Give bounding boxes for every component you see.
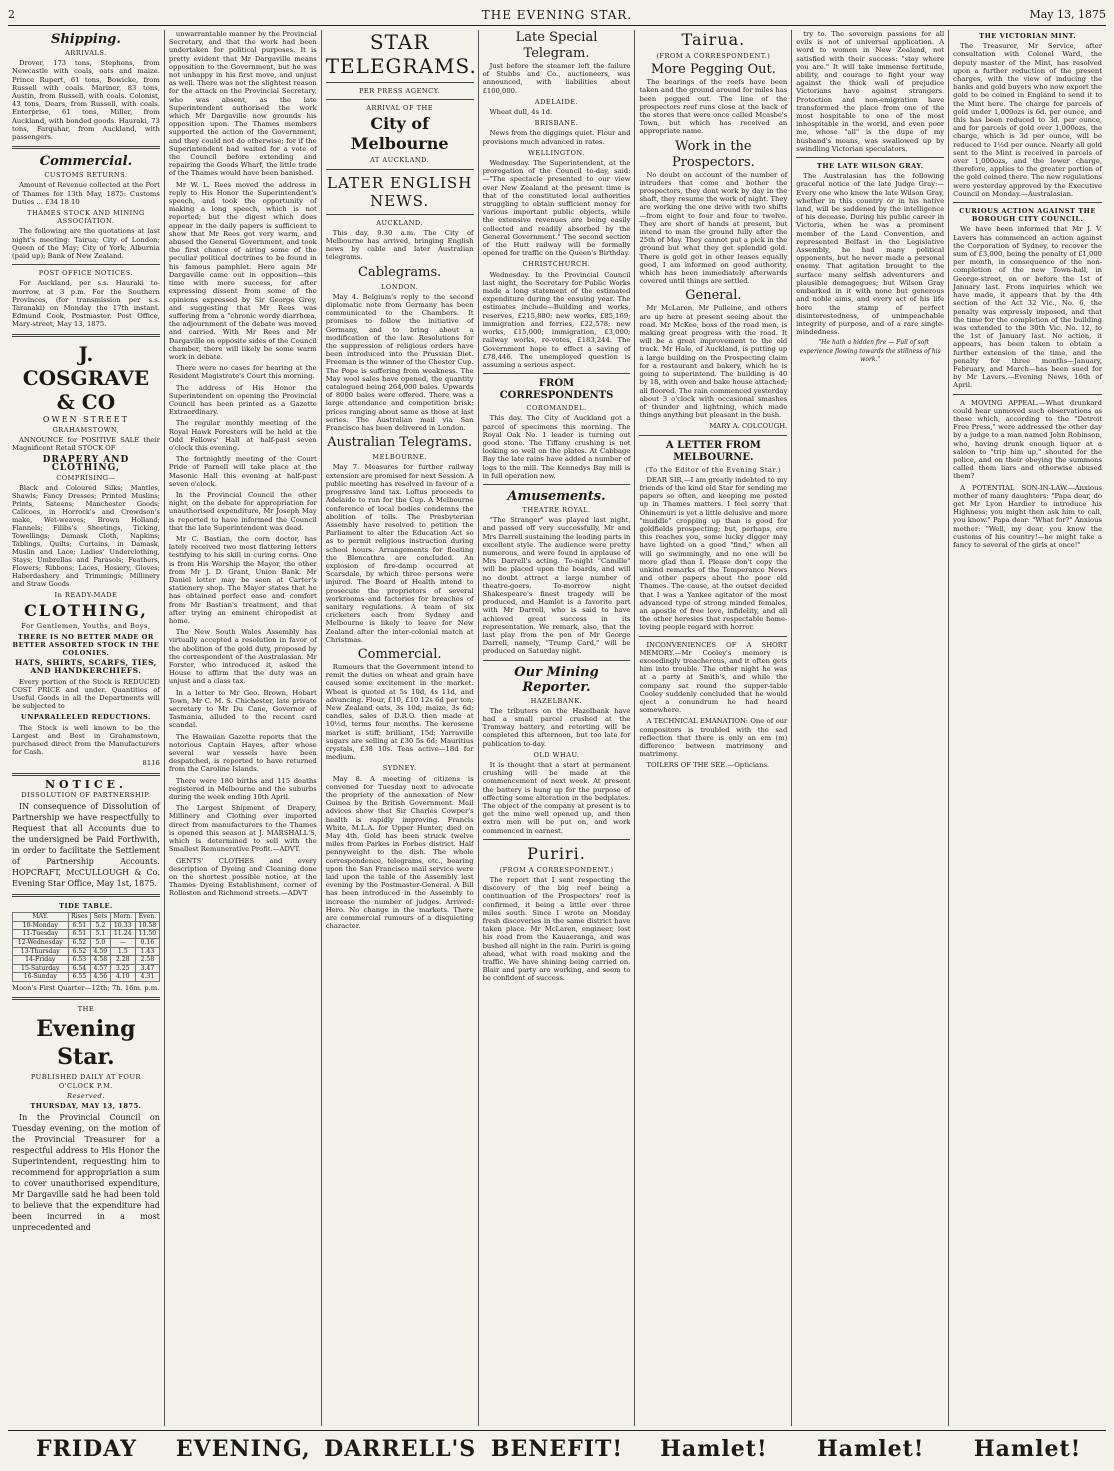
table-cell: 11.24 xyxy=(110,930,135,939)
table-cell: 6.52 xyxy=(68,947,91,956)
news-item: There were 180 births and 115 deaths registered in Melbourne and the suburbs during the week ending 10th April. xyxy=(168,776,317,802)
table-cell: 10.58 xyxy=(135,921,159,930)
advertisement: The Largest Shipment of Drapery, Millinery and Clothing ever imported direct from manufacturers to the Thames is opened this season at J. MARSHALL'S, which is determined to sell with the Smallest Remunerative Profit.—ADVT. xyxy=(168,804,317,854)
table-row xyxy=(13,930,160,939)
column-3 xyxy=(322,30,479,1426)
column-6 xyxy=(792,30,949,1426)
divider xyxy=(483,484,631,485)
table-cell: 6.54 xyxy=(68,964,91,973)
table-cell: 15-Saturday xyxy=(13,964,69,973)
advertisement: GENTS' CLOTHES and every description of Dyeing and Cleaning done on the shortest possible notice, at the Thames Dyeing Establishment, corner of Rolleston and Richmond streets.—ADVT xyxy=(168,856,317,898)
table-cell: 5.0 xyxy=(91,938,110,947)
tide-col-day: MAY. xyxy=(13,913,69,922)
divider xyxy=(639,435,787,436)
table-cell: 3.25 xyxy=(110,964,135,973)
wilson-gray-text: The Australasian has the following graceful notice of the late Judge Gray:—Every one who knew the late Wilson Gray, whether in this country or in his native land, will be saddened by the intelligence of his decease. During his public career in Victoria, when he was a prominent member of the Land Convention, and represented Belfast in the Legislative Assembly, he had many political opponents, but he never made a personal enemy. That agitation brought to the surface many selfish adventurers and plausible demagogues; but Wilson Gray embarked in it with none but generous and noble aims, and every act of his life bore the stamp of perfect disinterestedness, of unimpeachable integrity of purpose, and of a rare single-mindedness. xyxy=(796,172,945,337)
column-5 xyxy=(635,30,792,1426)
footer-banner xyxy=(8,1430,1106,1466)
city-of-melbourne-heading: City of Melbourne xyxy=(350,114,449,154)
letter-continued: try to. The sovereign passions for all evils is not of universal application. A word to women in New Zealand, not satisfied with their success: "stay where you are." It will take immense fortitude, ability, and courage to fight your way against the thick wall of prejudice Victorians have against strangers. Protection and non-emigration have transformed the place from one of the most hospitable to one of the most inhospitable in the world, and even poor me, whose "all" is the dupe of my husband's means, was swallowed up by swindling Victorian speculators. xyxy=(796,30,945,153)
letter-heading: A LETTER FROM MELBOURNE. xyxy=(665,439,761,463)
table-cell: 12-Wednesday xyxy=(13,938,69,947)
at-auckland: AT AUCKLAND. xyxy=(370,156,430,165)
owen-street: OWEN STREET xyxy=(42,414,129,424)
table-cell: 6.51 xyxy=(68,921,91,930)
adelaide-text: Wheat dull, 4s 1d. xyxy=(489,108,553,117)
ready-made: In READY-MADE xyxy=(54,591,118,600)
table-cell: 6.53 xyxy=(68,956,91,965)
table-cell: 5.1 xyxy=(91,930,110,939)
notice-heading: NOTICE. xyxy=(44,777,127,791)
table-cell: 5.2 xyxy=(91,921,110,930)
shipping-heading: Shipping. xyxy=(50,32,121,47)
table-cell: 4.10 xyxy=(110,973,135,982)
general-signature: MARY A. COLCOUGH. xyxy=(709,422,788,431)
table-cell: 6.52 xyxy=(68,938,91,947)
cosgrave-reduced: Every portion of the Stock is REDUCED COST PRICE and under. Quantities of Useful Goods in all the Departments will be subjected to xyxy=(12,677,160,711)
tide-col-sets: Sets xyxy=(91,913,110,922)
post-office-heading: POST OFFICE NOTICES. xyxy=(38,269,134,278)
footer-word: BENEFIT! xyxy=(490,1435,624,1462)
the-label: THE xyxy=(77,1005,95,1014)
footer-word: Hamlet! xyxy=(660,1435,768,1462)
christchurch-text: Wednesday. In the Provincial Council last night, the Secretary for Public Works made a long statement of the estimated expenditure during the ensuing year. The estimates include—Building and works, reserves, £215,880; new works, £85,169; immigration and ferries, £22,578; new works, £15,000; immigration, £3,000; railway works, re-votes, £183,244. The Government hope to effect a saving of £78,446. The unemployed question is assuming a serious aspect. xyxy=(482,270,631,369)
work-heading: Work in the Prospectors. xyxy=(671,138,755,170)
commercial-heading: Commercial. xyxy=(39,154,133,170)
comprising: COMPRISING— xyxy=(56,473,116,482)
tairua-subheading: (FROM A CORRESPONDENT.) xyxy=(656,52,771,60)
table-cell: 4.58 xyxy=(91,956,110,965)
sydney-text: May 8. A meeting of citizens is convened for Tuesday next to advocate the propriety of the annexation of New Guinea by the British Government. Mail advices show that Sir Charles Cowper's health is rapidly improving. Francis White, M.L.A. for Upper Hunter, died on May 4th. Gold has been struck twelve miles from Parkes in Forbes district. Half pennyweight to the dish. The whole correspondence, telegrams, etc., bearing upon the San Francisco mail service were laid upon the table of the Assembly last evening by the Postmaster-General. A Bill has been introduced in the Assembly to increase the number of judges. Arrived: Hero. No change in the markets. There are commercial rumours of a disquieting character. xyxy=(325,774,474,931)
pegging-text: The bearings of the reefs have been taken and the ground around for miles has been pegged out. The line of the prospectors reef runs close at the back of the stores that were once called Mcasbe's Town, but which has received an appropriate name. xyxy=(639,78,788,136)
cosgrave-ad-number: 8116 xyxy=(142,759,160,768)
australian-telegrams-heading: Australian Telegrams. xyxy=(327,435,473,451)
dissolution-text: IN consequence of Dissolution of Partnership we have respectfully to Request that all Accounts due to the undersigned be Paid Forthwith, in order to facilitate the Settlement of Partnership Accounts. HOPCRAFT, McCULLOUGH & Co. Evening Star Office, May 1st, 1875. xyxy=(12,801,160,888)
letter-text: DEAR SIR,—I am greatly indebted to my friends of the kind old Star for sending me papers so often, and keeping me posted up in Thames matters. I feel sorry that Ohinemuri is yet a little delusive and more "muddle" cropping up than is good for goldfields prospecting; but, perhaps, ere this reaches you, some lucky digger may have lighted on a good "find," when all will go swimmingly, and no one will be more glad than I. Please don't copy the unkind remarks of the Temperance News and other papers about the poor old Thames. The cause, at the outset decided that I was a Yankee agitator of the most advanced type of strong minded females, an apostle of free love, infidelity, and all the other heresies that respectable home-loving people regard with horror. xyxy=(639,475,788,632)
cosgrave-heading: J. COSGRAVE & CO xyxy=(22,341,150,414)
table-cell: 6.51 xyxy=(68,930,91,939)
dissolution-heading: DISSOLUTION OF PARTNERSHIP. xyxy=(21,790,151,799)
reserved: Reserved. xyxy=(67,1091,105,1100)
puriri-heading: Puriri. xyxy=(527,843,586,863)
table-row xyxy=(13,956,160,965)
puriri-text: The report that I sent respecting the discovery of the big reef being a continuation of the Prospectors' reef is confirmed, it being a little over three miles south. Since I wrote on Monday fresh discoveries in the same district have taken place. Mr McLaren, engineer, lost his road from the Kauaeranga, and was bushed all night in the rain. Puriri is going ahead, what with road making and the traffic. We have shining being carried on. Blair and party are working, and seem to be confident of success. xyxy=(482,876,631,983)
table-cell: 0.16 xyxy=(135,938,159,947)
news-item: The New South Wales Assembly has virtually accepted a resolution in favor of the abolition of the gold duty, proposed by the correspondent of the Australasian. Mr Forster, who introduced it, asked the House to affirm that the duty was an unjust and a class tax. xyxy=(168,628,317,686)
news-item: There were no cases for hearing at the Resident Magistrate's Court this morning. xyxy=(168,364,317,381)
customs-heading: CUSTOMS RETURNS. xyxy=(44,171,128,180)
table-cell: 4.31 xyxy=(135,973,159,982)
moon-phase: Moon's First Quarter—12th; 7h. 16m. p.m. xyxy=(12,983,160,992)
adelaide-heading: ADELAIDE. xyxy=(534,97,579,106)
news-item: The Hawaiian Gazette reports that the notorious Captain Hayes, after whose several war vessels have been despatched, is reported to have returned from the Caroline Islands. xyxy=(168,732,317,774)
tide-col-morn: Morn. xyxy=(110,913,135,922)
table-cell: 4.59 xyxy=(91,947,110,956)
tide-col-even: Even. xyxy=(135,913,159,922)
hats-line: HATS, SHIRTS, SCARFS, TIES, AND HANDKERCHIEFS. xyxy=(15,658,157,676)
table-cell: 13-Thursday xyxy=(13,947,69,956)
old-whau-text: It is thought that a start at permanent crushing will be made at the commencement of next week. At present the battery is hung up for the purpose of effecting some alteration in the bedplates. The object of the company at present is to get the mine well opened up, and then extra men will be put on, and work commenced in earnest. xyxy=(482,761,631,835)
divider xyxy=(12,894,160,897)
wellington-text: Wednesday. The Superintendent, at the prorogation of the Council to-day, said:—"The spectacle presented to our view over New Zealand at the present time is that of the constituted local authorities struggling to obtain sufficient money for various important public objects, while the extensive revenues are being easily collected and readily absorbed by the General Government." The second section of the Hutt railway will be formally opened for traffic on the Queen's Birthday. xyxy=(482,159,631,258)
column-7 xyxy=(949,30,1106,1426)
christchurch-heading: CHRISTCHURCH. xyxy=(522,260,591,269)
general-heading: General. xyxy=(685,288,742,304)
divider xyxy=(12,773,160,776)
general-text: Mr McLaren, Mr Pulleine, and others are up here at present seeing about the road. Mr McKee, boss of the road men, is making great progress with the road. It will be a great improvement to the old track. Mr Hale, of Auckland, is putting up a large building on the Prospecting claim for a restaurant and bakery, which he is going to superintend. The building is 40 by 18, with oven and bake house attached; all floored. The rain commenced yesterday about 3 o'clock with occasional smashes of thunder and lightning, which made things anything but pleasant in the bush. xyxy=(639,304,788,420)
auckland-heading: AUCKLAND. xyxy=(376,218,424,227)
column-2 xyxy=(165,30,322,1426)
customs-text: Amount of Revenue collected at the Port of Thames for 13th May, 1875: Customs Duties ... £34 18 10 xyxy=(12,181,160,206)
divider xyxy=(326,82,474,83)
table-cell: 3.47 xyxy=(135,964,159,973)
auckland-text: This day, 9.30 a.m. The City of Melbourne has arrived, bringing English news by cable and later Australian telegrams. xyxy=(325,228,474,262)
news-item: The regular monthly meeting of the Royal Hawk Foresters will be held at the Odd Fellows' Hall at half-past seven o'clock this evening. xyxy=(168,419,317,452)
news-item: Mr C. Bastian, the corn doctor, has lately received two most flattering letters testifying to his skill in curing corns. One is from His Worship the Mayor, the other from Mr J. D. Grant, Union Bank. Mr Daniel letter may be seen at Carter's stationery shop. The Mayor states that he has obtained perfect ease and comfort from Mr Bastian's treatment, and that after trying an eminent chiropodist at home. xyxy=(168,534,317,626)
melbourne-heading: MELBOURNE. xyxy=(372,453,427,462)
thames-stock-heading: THAMES STOCK AND MINING ASSOCIATION. xyxy=(27,209,145,226)
short-memory-text: INCONVENIENCES OF A SHORT MEMORY.—Mr Cooley's memory is exceedingly treacherous, and it often gets him into trouble. The other night he was at a party at Smith's, and while the company sat round the supper-table Cooley suddenly concluded that he would eject a conundrum he had heard somewhere. xyxy=(639,640,788,715)
toilers-text: TOILERS OF THE SEE.—Opticians. xyxy=(646,761,770,770)
letter-subheading: (To the Editor of the Evening Star.) xyxy=(645,465,782,474)
tide-table xyxy=(12,912,160,982)
shipping-text: Drover, 173 tons, Stephens, from Newcastle with coals, oats and maize. Prince Rupert, 61 tons, Bowicke, from Russell with coals. Mariner, 83 tons, Austin, from Russell, with coals. Colonist, 43 tons, Dears, from Russell, with coals. Enterprise, 61 tons, Miller, from Auckland, with bonded goods. Hauraki, 73 tons, Farquhar, from Auckland, with passengers. xyxy=(12,59,160,142)
late-telegram-text: Just before the steamer left the failure of Stubbs and Co., auctioneers, was announced, with liabilities about £100,000. xyxy=(482,62,631,95)
cosgrave-announce: ANNOUNCE for POSITIVE SALE their Magnificent Retail STOCK OF xyxy=(12,436,160,453)
table-row xyxy=(13,973,160,982)
table-cell: 6.55 xyxy=(68,973,91,982)
commercial-heading: Commercial. xyxy=(357,646,442,662)
theatre-heading: THEATRE ROYAL. xyxy=(522,505,591,514)
poem-quote: "He hath a hidden fire — Full of soft experience flowing towards the stillness of his work." xyxy=(799,339,941,363)
divider xyxy=(12,997,160,1000)
divider xyxy=(796,157,944,158)
later-english-news-heading: LATER ENGLISH NEWS. xyxy=(327,173,473,210)
evening-star-title: Evening Star. xyxy=(36,1016,136,1071)
table-row xyxy=(13,921,160,930)
puriri-subheading: (FROM A CORRESPONDENT.) xyxy=(499,865,614,874)
divider xyxy=(326,169,474,170)
curious-action-heading: CURIOUS ACTION AGAINST THE BOROUGH CITY COUNCIL. xyxy=(959,207,1096,224)
news-item: Mr W. L. Rees moved the address in reply to His Honor the Superintendent's speech, and took the opportunity of making a long speech, which is not reported; but the digest which does appear in the daily papers is sufficient to show that Mr Rees got very warm, and abused the General Government, and took the first chance of airing some of the peculiar political doctrines to be found in his famous pamphlet. Here again Mr Dargaville came out in opposition—this time with more success, for after expressing dissent from some of the opinions expressed by Sir George Grey, and suggesting that Mr Rees was suffering from a "chronic wordy diarrhœa, the adjournment of the debate was moved and carried. With Mr Rees and Mr Dargaville on opposite sides of the Council chamber, there will likely be some warm work in debate. xyxy=(168,180,317,361)
theatre-text: "The Stranger" was played last night, and passed off very successfully, Mr and Mrs Darrell sustaining the leading parts in excellent style. The audience were pretty numerous, and were found in applause of Mrs Darrell's acting. To-night "Camille" will be placed upon the boards, and will no doubt attract a large number of theatre-goers. To-morrow night Shakespeare's finest tragedy will be produced, and Hamlet is a favorite part with Mr Darrell, who is said to have achieved great success in its representation. We remark, also, that the last play from the pen of Mr George Darrell, namely, "Trump Card," will be produced on Saturday night. xyxy=(482,516,631,656)
paper-title: THE EVENING STAR. xyxy=(481,7,633,22)
work-text: No doubt on account of the number of intruders that come and bother the prospectors, they dont work by day in the shaft, they resume the work of night. They are working the one drive with two shifts—from eight to four and four to twelve. They are short of hands at present, but intend to man the ground fully after the 25th of May. They cannot put a pick in the ground but what they get splendid gold. There is gold got in other leases equally good, I am informed on good authority, which has been immediately afterwards covered until things are settled. xyxy=(639,170,788,286)
arrival-of-the: ARRIVAL OF THE xyxy=(366,104,434,113)
columns xyxy=(8,30,1106,1426)
amusements-heading: Amusements. xyxy=(507,488,606,504)
issue-date: May 13, 1875 xyxy=(1029,8,1106,21)
divider xyxy=(483,660,631,661)
footer-word: EVENING, xyxy=(175,1435,311,1462)
london-text: May 4. Belgium's reply to the second diplomatic note from Germany has been communicated to the Chambers. It promises to follow the initiative of Germany, and to bring about a modification of the law. Resolutions for the suppression of religious orders have been introduced into the Prussian Diet. Freeman is the winner of the Chester Cup. The Pope is suffering from weakness. The May wool sales have opened, the quantity catalogued being 264,000 bales. Upwards of 8000 bales were offered. There was a large attendance and competition brisk; prices ranging about same as those at last series. The Australian mail via San Francisco has been delivered in London. xyxy=(325,292,474,433)
footer-word: FRIDAY xyxy=(35,1435,137,1462)
divider xyxy=(326,99,474,100)
potential-son-text: A POTENTIAL SON-IN-LAW.—Anxious mother of many daughters: "Papa dear, do get Mr Lyon Hardier to introduce his Highness; you might then ask him to call, you know." Papa dear: "What for?" Anxious mother: "Well, my dear, you know the customs of his country!—he might take a fancy to several of the girls at once!" xyxy=(953,483,1103,549)
editorial-text: In the Provincial Council on Tuesday evening, on the motion of the Provincial Treasurer for a respectful address to His Honor the Superintendent, requesting him to recommend for appropriation a sum to cover unauthorised expenditure, Mr Dargaville said he had been told to believe that the expenditure had been incurred in a most unprecedented and xyxy=(12,1113,160,1233)
editorial-continued: unwarrantable manner by the Provincial Secretary, and that the work had been undertaken for political purposes. It is pretty evident that Mr Dargaville means opposition to the Government, but he was not unhappy in his first move, and unjust as well. There was not the slightest reason for the attack on the Provincial Secretary, who was absent, as the late Superintendent authorised the work which Mr Dargaville now grounds his opposition upon. The Thames members supported the action of the Government, and they could not do otherwise; for if the Superintendent had waited for a vote of the Council before extending and repairing the Goods Wharf, the little trade of the Thames would have been banished. xyxy=(168,30,317,178)
table-row xyxy=(13,938,160,947)
melbourne-text: May 7. Measures for further railway extension are promised for next Session. A public meeting has resolved in favour of a progressive land tax. Loftus proceeds to Adelaide to run for the Cup. A Melbourne conference of local bodies condemns the abolition of tolls. The Presbyterian Assembly have resolved to petition the Parliament to alter the Education Act so as to permit religious instruction during school hours. Arrangements for floating the Blencathra are concluded. An explosion of fire-damp occurred at Scarsdale, by which three persons were injured. The Board of Health intend to prosecute the proprietors of several workrooms and factories for breaches of sanitary regulations. A team of six cricketers each from Sydney and Melbourne is likely to leave for New Zealand after the inter-colonial match at Christmas. xyxy=(325,463,474,644)
tide-table-heading: TIDE TABLE. xyxy=(59,901,113,910)
table-cell: 10.33 xyxy=(110,921,135,930)
news-item: In the Provincial Council the other night, on the debate for appropriation for unauthorised expenditure, Mr Joseph May is reported to have informed the Council that the late Superintendent was dead. xyxy=(168,490,317,532)
table-cell: 2.58 xyxy=(135,956,159,965)
divider xyxy=(483,373,631,374)
correspondents-heading: FROM CORRESPONDENTS xyxy=(499,378,614,402)
footer-word: DARRELL'S xyxy=(324,1435,477,1462)
wilson-gray-heading: THE LATE WILSON GRAY. xyxy=(816,162,924,171)
mint-heading: THE VICTORIAN MINT. xyxy=(979,32,1076,40)
hazelbank-heading: HAZELBANK. xyxy=(530,696,583,705)
wellington-heading: WELLINGTON. xyxy=(528,148,585,157)
london-heading: LONDON. xyxy=(381,282,419,291)
table-row xyxy=(13,964,160,973)
brisbane-text: News from the diggings quiet. Flour and provisions much advanced in rates. xyxy=(482,129,631,146)
drapery-heading: DRAPERY AND CLOTHING, xyxy=(42,454,130,473)
old-whau-heading: OLD WHAU. xyxy=(533,750,580,759)
cablegrams-heading: Cablegrams. xyxy=(358,264,442,280)
divider xyxy=(953,394,1102,395)
table-cell: 10-Monday xyxy=(13,921,69,930)
table-cell: 1.43 xyxy=(135,947,159,956)
table-cell: 16-Sunday xyxy=(13,973,69,982)
divider xyxy=(483,839,631,840)
per-press-agency: PER PRESS AGENCY. xyxy=(359,87,441,95)
table-cell: 2.28 xyxy=(110,956,135,965)
table-row xyxy=(13,947,160,956)
star-telegrams-heading: STAR TELEGRAMS. xyxy=(325,30,477,78)
technical-text: A TECHNICAL EMANATION: One of our compositors is troubled with the sad reflection that there is only an em (m) difference between matrimony and matrimony. xyxy=(639,717,788,759)
curious-action-text: We have been informed that Mr J. V. Lavers has commenced an action against the Corporation of Sydney, to recover the sum of £3,000, being the penalty of £1,000 per month, in consequence of the non-completion of the new Town-hall, in George-street, on or before the 1st of January last. From inquiries which we have made, it appears that by the 4th section of the Act 32 Vic., No. 6, the penalty was expressly imposed, and that the time for the completion of the building was extended to the 30th Vic. No. 12, to the 1st of January last. No action, it appears, has been taken to obtain a further extension of the time, and the penalty for three months—January, February, and March—has been sued for by Mr Lavers.—Evening News, 16th of April. xyxy=(953,225,1103,390)
news-item: In a letter to Mr Geo. Brown, Hobart Town, Mr C. M. S. Chichester, late private secretary to Mr Du Cane, Governor of Tasmania, alluded to the recent card scandal. xyxy=(168,688,317,730)
clothing-heading: CLOTHING, xyxy=(24,601,148,621)
table-cell: 14-Friday xyxy=(13,956,69,965)
table-cell: — xyxy=(110,938,135,947)
column-4 xyxy=(479,30,636,1426)
cosgrave-stock-list: Black and Coloured Silks; Mantles, Shawls; Fancy Dresses; Printed Muslins; Prints, Sateens; Manchester Goods; Calicoes, in Horrock's and Crewdson's make, Wet-weaves; Brown Holland; Flannels; Filibs's Sheetings, Ticking, Towellings; Damask Cloth, Napkins; Tablings, Quilts; Curtains, in Damask, Muslin and Lace; Ladies' Underclothing, Stays; Umbrellas and Parasols; Feathers, Flowers; Ribbons; Laces, Hosiery, Gloves; Haberdashery and Trimmings; Millinery and Straw Goods xyxy=(12,484,160,589)
divider xyxy=(953,202,1102,203)
arrivals-heading: ARRIVALS. xyxy=(65,49,107,57)
tairua-heading: Tairua. xyxy=(681,30,746,49)
commercial-text: Rumours that the Government intend to remit the duties on wheat and grain have caused some excitement in the market. Wheat is quoted at 5s 10d, 4s 11d, and advancing. Flour, £10, £10 12s 6d per ton; New Zealand oats, 3s 10d; maize, 3s 6d; candles, sales of D.R.O. then made at 10½d, terms four months. The kerosene market is stiff; brilliant, 15d; Yarraville sugars are selling at £30 5s 6d; Mauritius crystals, £38 10s. Teas active—18d for medium. xyxy=(325,662,474,762)
table-cell: 4.57 xyxy=(91,964,110,973)
divider xyxy=(12,146,160,149)
coromandel-text: This day. The City of Auckland got a parcel of specimens this morning. The Royal Oak No. 1 leader is turning out good stone. The Tiffany crushing is not looking so well on the plates. At Cabbage Bay the late rains have added a number of logs to the mill. The Kennedys Bay mill is in full operation now. xyxy=(482,414,631,480)
divider xyxy=(12,334,160,337)
footer-word: Hamlet! xyxy=(816,1435,925,1462)
divider xyxy=(12,264,160,265)
late-telegram-heading: Late Special Telegram. xyxy=(515,30,598,61)
mint-text: The Treasurer, Mr Service, after consultation with Colonel Ward, the deputy master of the Mint, has resolved upon a further reduction of the present charges, with the view of inducing the banks and gold buyers who now export the gold to be coined in England to send it to the Mint here. The charge for parcels of gold under 1,000ozs is 6d. per ounce, and this has been reduced to 3d. per ounce, and for parcels of gold over 1,000ozs, the charge, which is 3d per ounce, will be reduced to 1½d per ounce. Nearly all gold sent to the Mint is received in parcels of over 1,000ozs, and the lower charge, therefore, applies to the greater portion of the gold coined there. The new regulations were yesterday approved by the Executive Council on Monday.—Australasian. xyxy=(953,42,1103,198)
table-cell: 4.56 xyxy=(91,973,110,982)
mining-reporter-heading: Our Mining Reporter. xyxy=(514,664,599,695)
hazelbank-text: The tributers on the Hazelbank have had a small parcel crushed at the Tramway battery, and retorting will be completed this afternoon, but too late for publication to-day. xyxy=(482,706,631,748)
sydney-heading: SYDNEY. xyxy=(382,764,417,773)
tide-col-rises: Rises xyxy=(68,913,91,922)
clothing-for: For Gentlemen, Youths, and Boys, xyxy=(21,622,151,631)
news-item: The address of His Honor the Superintendent on opening the Provincial Council has been printed as a Gazette Extraordinary. xyxy=(168,383,317,417)
published-daily: PUBLISHED DAILY AT FOUR O'CLOCK P.M. xyxy=(30,1073,141,1090)
page-number: 2 xyxy=(8,8,15,21)
news-item: The fortnightly meeting of the Court Pride of Parnell will take place at the Masonic Hall this evening at half-past seven o'clock. xyxy=(168,455,317,488)
masthead xyxy=(8,4,1106,26)
pegging-heading: More Pegging Out. xyxy=(650,62,776,78)
divider xyxy=(326,214,474,215)
tide-header-row xyxy=(13,913,160,922)
thames-stock-text: The following are the quotations at last night's meeting: Tairua; City of London; Queen of the May; City of York; Alburnia (paid up); Bank of New Zealand. xyxy=(12,227,160,261)
brisbane-heading: BRISBANE. xyxy=(534,119,579,128)
table-cell: 11-Tuesday xyxy=(13,930,69,939)
moving-appeal-text: A MOVING APPEAL.—What drunkard could hear unmoved such observations as those which, according to the "Detroit Free Press," were addressed the other day by a judge to a man named John Robinson, who, having drunk enough liquor at a saloon to "trip him up," shouted for the police, and on their obeying the summons called them liars and otherwise abused them? xyxy=(953,398,1103,481)
footer-word: Hamlet! xyxy=(973,1435,1082,1462)
divider xyxy=(639,636,787,637)
unparalleled: UNPARALLELED REDUCTIONS. xyxy=(21,713,151,722)
table-cell: 1.5 xyxy=(110,947,135,956)
table-cell: 11.50 xyxy=(135,930,159,939)
issue-dateline: THURSDAY, MAY 13, 1875. xyxy=(30,1101,142,1110)
coromandel-heading: COROMANDEL. xyxy=(526,404,587,413)
post-office-text: For Auckland, per s.s. Hauraki to-morrow, at 3 p.m. For the Southern Provinces, (for transmission per s.s. Taranaki) on Monday the 17th instant. Edmund Cook, Postmaster. Post Office, Mary-street, May 13, 1875. xyxy=(12,279,160,329)
no-better: THERE IS NO BETTER MADE OR BETTER ASSORTED STOCK IN THE COLONIES. xyxy=(12,632,160,657)
grahamstown: GRAHAMSTOWN, xyxy=(52,425,120,434)
column-1 xyxy=(8,30,165,1426)
cosgrave-stock-note: The Stock is well known to be the Largest and Best in Grahamstown, purchased direct from the Manufacturers for Cash. xyxy=(12,723,160,757)
